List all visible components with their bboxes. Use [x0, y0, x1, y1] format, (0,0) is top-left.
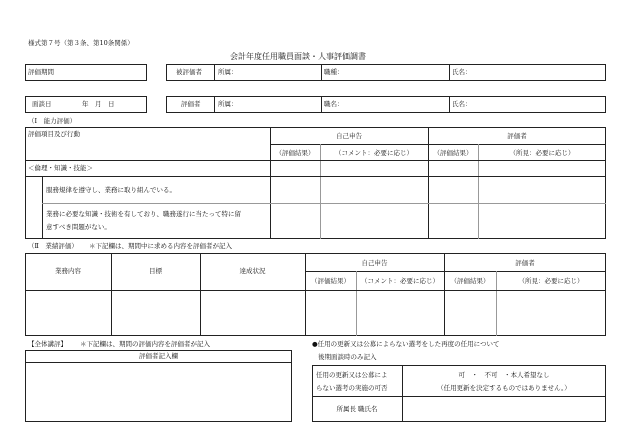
answer-note: （任用更新を決定するものではありません。） [437, 384, 571, 392]
section1-heading: （Ⅰ 能力評価） [28, 117, 77, 125]
self-report-header: 自己申告 [336, 132, 362, 140]
evaluator-name-label: 氏名： [452, 100, 472, 108]
evaluatee-name-label: 氏名： [452, 68, 472, 76]
col-eval-opinion: （所見：必要に応じ） [509, 149, 575, 157]
col-work: 業務内容 [55, 267, 81, 275]
interview-date-value: 年 月 日 [82, 100, 115, 108]
col-status: 達成状況 [239, 267, 266, 275]
perf-eval-opinion-cell[interactable] [497, 291, 605, 335]
evaluatee-label: 被評価者 [176, 68, 202, 76]
item-2-text-line1: 業務に必要な知識・技術を有しており、職務遂行に当たって特に留 [46, 210, 241, 218]
item-2-text-line2: 意すべき問題がない。 [46, 223, 111, 231]
question-line2: らない選考の実施の可否 [316, 384, 388, 392]
section4-subheading: 後期面談時のみ記入 [318, 353, 377, 361]
item-2-eval-result-cell[interactable] [429, 204, 477, 238]
section3-note: ＊下記欄は、期間の評価内容を評価者が記入 [80, 340, 210, 348]
evaluator-entry-title: 評価者記入欄 [139, 352, 178, 360]
evaluator-label: 評価者 [181, 100, 201, 108]
perf-self-result-cell[interactable] [306, 291, 355, 335]
item-1-eval-opinion-cell[interactable] [479, 177, 605, 202]
perf-self-comment-cell[interactable] [357, 291, 443, 335]
col-self-comment-2: （コメント：必要に応じ） [361, 277, 439, 285]
interview-date-label: 面談日 [32, 100, 52, 108]
goal-cell[interactable] [112, 291, 199, 335]
item-1-self-result-cell[interactable] [271, 177, 319, 202]
evaluator-dept-label: 所属： [218, 100, 238, 108]
col-self-result-2: （評価結果） [311, 277, 350, 285]
evaluator-header-2: 評価者 [515, 259, 535, 267]
item-1-text: 服務規律を遵守し、業務に取り組んでいる。 [46, 186, 176, 194]
evaluator-post-label: 職名： [324, 100, 344, 108]
col-goal: 目標 [149, 267, 162, 275]
col-eval-result-2: （評価結果） [450, 277, 490, 285]
perf-eval-result-cell[interactable] [445, 291, 495, 335]
answer-options[interactable]: 可 ・ 不可 ・本人希望なし [458, 371, 550, 379]
signer-label: 所属長 職氏名 [336, 405, 378, 413]
col-eval-result: （評価結果） [433, 149, 473, 157]
status-cell[interactable] [201, 291, 304, 335]
self-report-header-2: 自己申告 [361, 259, 388, 267]
question-line1: 任用の更新又は公募によ [316, 371, 388, 379]
evaluator-header: 評価者 [507, 132, 527, 140]
evaluatee-post-label: 職種： [324, 68, 344, 76]
work-content-cell[interactable] [26, 291, 110, 335]
eval-period-label: 評価期間 [28, 68, 54, 76]
section2-heading: （Ⅱ 業績評価） [28, 242, 78, 250]
item-2-self-comment-cell[interactable] [321, 204, 427, 238]
section4-heading: ●任用の更新又は公募によらない選考をした再度の任用について [312, 340, 500, 348]
category-label: ＜倫理・知識・技能＞ [28, 164, 93, 172]
col-self-comment: （コメント：必要に応じ） [335, 149, 413, 157]
form-number: 様式第７号（第３条、第10条関係） [28, 39, 134, 47]
item-2-self-result-cell[interactable] [271, 204, 319, 238]
evaluatee-dept-label: 所属： [218, 68, 238, 76]
page-title: 会計年度任用職員面談・人事評価調書 [230, 52, 366, 61]
section2-note: ＊下記欄は、期間中に求める内容を評価者が記入 [89, 242, 232, 250]
evaluator-entry-area[interactable] [26, 363, 291, 421]
item-1-eval-result-cell[interactable] [429, 177, 477, 202]
col-self-result: （評価結果） [275, 149, 315, 157]
col-eval-opinion-2: （所見：必要に応じ） [518, 277, 584, 285]
item-2-eval-opinion-cell[interactable] [479, 204, 605, 238]
item-1-self-comment-cell[interactable] [321, 177, 427, 202]
section3-heading: 【全体講評】 [28, 340, 67, 348]
col-eval-item: 評価項目及び行動 [28, 130, 80, 138]
